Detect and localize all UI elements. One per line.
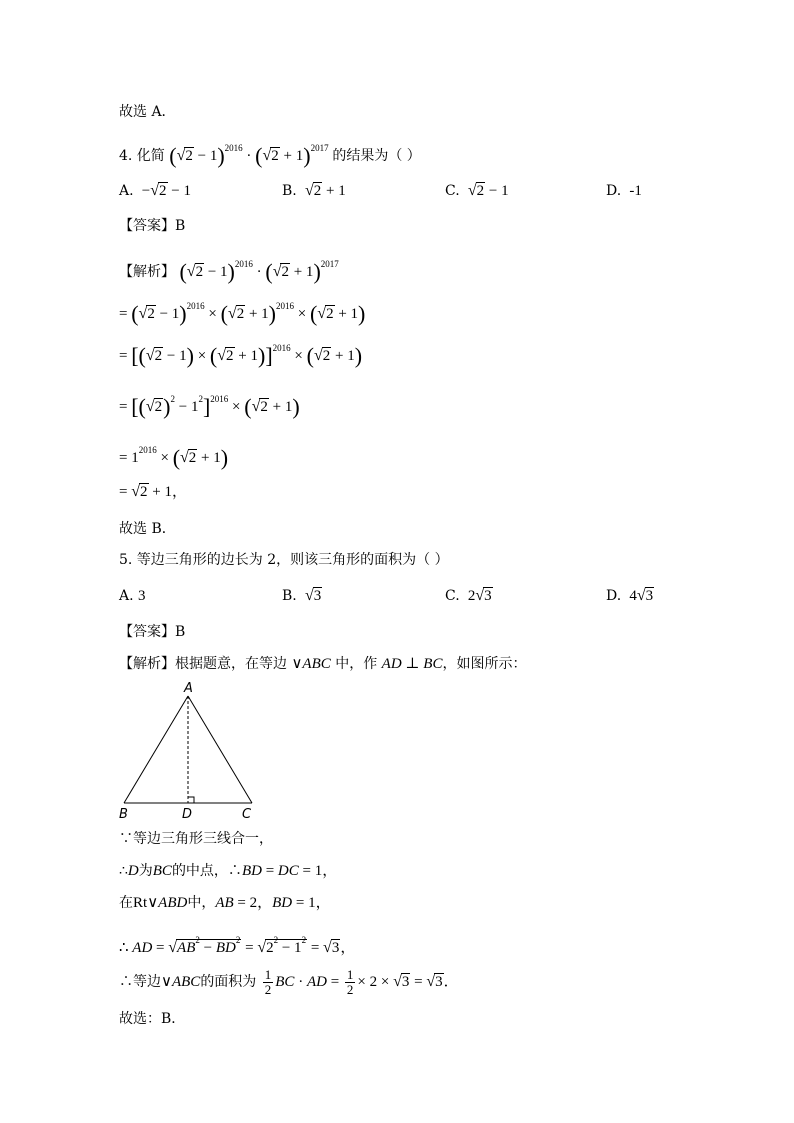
q5-answer: 【答案】B	[119, 624, 186, 640]
q5-step-4: ∴ AD = $√AB^2 - BD^2 = √2^2 - 1^2 = √3$，	[119, 935, 356, 956]
previous-conclusion: 故选 A．	[119, 104, 176, 120]
label-b: B	[119, 807, 128, 822]
label-d: D	[182, 807, 193, 822]
q5-option-a: A. 3	[119, 588, 146, 604]
q4-analysis-step-0: 【解析】 $(√2 - 1)^{2016} \cdot (√2 + 1)^{2017}$	[119, 259, 339, 284]
q5-option-d: D. 4√3	[606, 587, 654, 604]
question-5: 5. 等边三角形的边长为 2，则该三角形的面积为（ ）	[119, 552, 449, 568]
q5-analysis-intro: 【解析】根据题意，在等边 ∨ABC 中，作 AD ⊥ BC，如图所示：	[119, 656, 527, 672]
q4-analysis-step-2: = $[(√2 - 1) \times (√2 + 1)]^{2016} \times (√2 + 1)$	[119, 343, 363, 368]
q4-option-c: C. √2 − 1	[445, 182, 509, 199]
side-ac	[188, 696, 252, 803]
label-a: A	[184, 681, 193, 696]
q5-step-2: ∴D为BC的中点，∴BD = DC = 1，	[119, 863, 338, 879]
question-4	[119, 138, 421, 166]
q4-prefix: 4. 化简	[119, 148, 165, 164]
right-angle-mark	[188, 797, 194, 803]
side-ab	[124, 696, 188, 803]
q4-analysis-step-5: = √2 + 1，	[119, 483, 187, 500]
q5-step-3: 在Rt∨ABD中，AB = 2，BD = 1，	[119, 895, 331, 911]
q5-option-b: B. √3	[282, 587, 322, 604]
q4-option-a: A. −√2 − 1	[119, 182, 191, 199]
triangle-figure	[115, 678, 265, 823]
q4-option-d: D. -1	[606, 183, 642, 199]
q5-conclusion: 故选：B．	[119, 1011, 186, 1027]
q5-option-c: C. 2√3	[445, 587, 492, 604]
q5-step-5: ∴等边∨ABC的面积为 $\frac{1}{2}$ BC · AD = $\frac{1}{2}$ × 2 × √3 = √3．	[119, 967, 459, 997]
q4-expression: $(√2 - 1)^{2016} \cdot (√2 + 1)^{2017}$	[169, 143, 329, 168]
q4-option-b: B. √2 + 1	[282, 182, 346, 199]
q4-answer: 【答案】B	[119, 218, 186, 234]
q4-conclusion: 故选 B．	[119, 521, 176, 537]
label-c: C	[242, 807, 252, 822]
q4-suffix: 的结果为（ ）	[332, 148, 421, 164]
q4-analysis-step-4: = $1^{2016} \times (√2 + 1)$	[119, 445, 229, 470]
q4-analysis-step-3: = $[(√2)^2 - 1^2]^{2016} \times (√2 + 1)$	[119, 394, 300, 419]
q4-analysis-step-1: = $(√2 - 1)^{2016} \times (√2 + 1)^{2016} \times (√2 + 1)$	[119, 301, 366, 326]
q5-step-1: ∵等边三角形三线合一，	[119, 831, 273, 847]
